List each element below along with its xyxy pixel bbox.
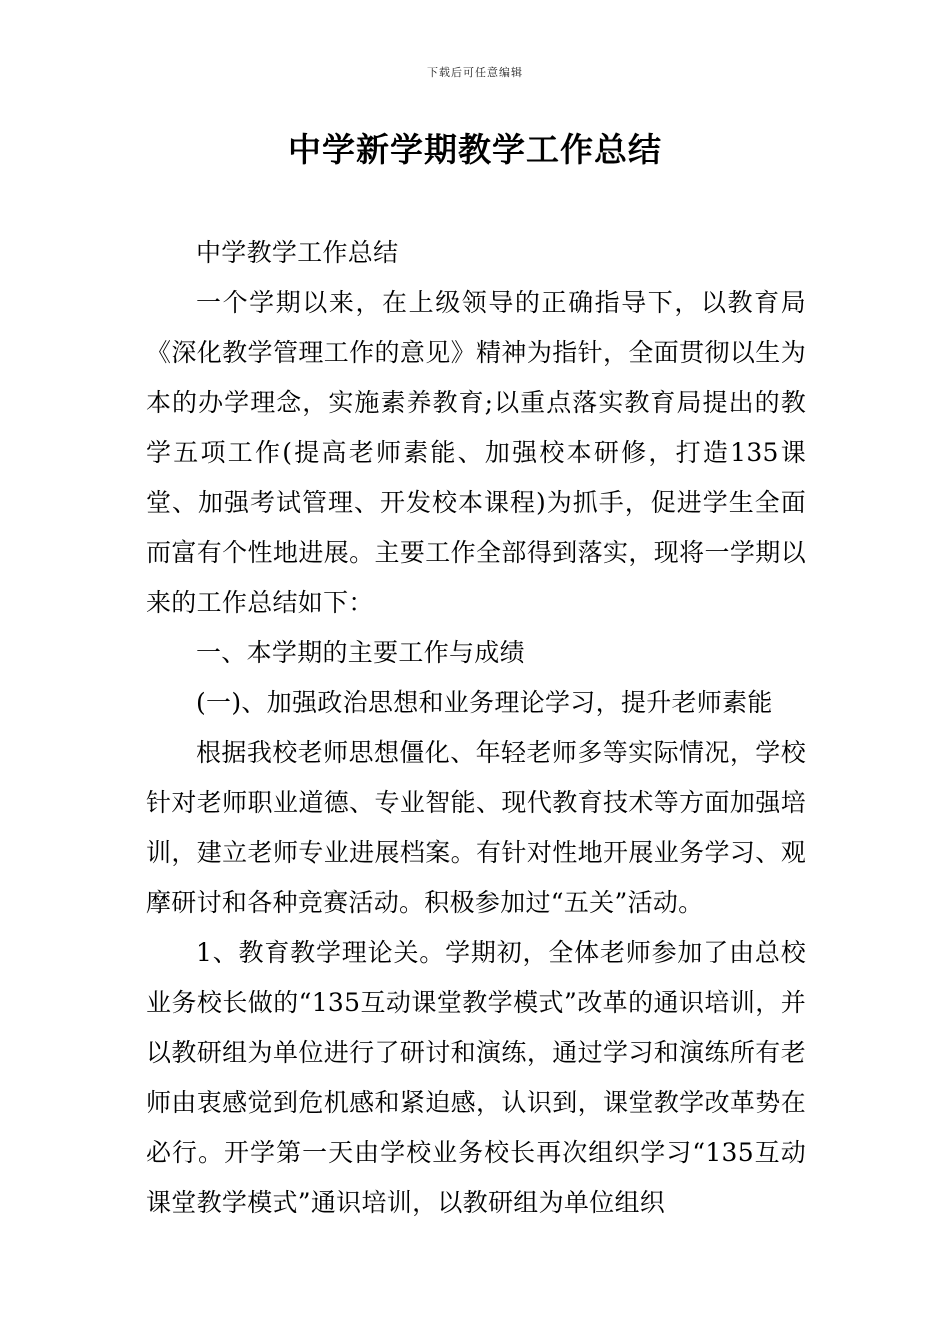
paragraph-intro: 一个学期以来，在上级领导的正确指导下，以教育局《深化教学管理工作的意见》精神为指针，全面贯彻以生为本的办学理念，实施素养教育;以重点落实教育局提出的教学五项工作(提高老师素能、加强校本研修，打造135课堂、加强考试管理、开发校本课程)为抓手，促进学生全面而富有个性地进展。主要工作全部得到落实，现将一学期以来的工作总结如下： — [146, 288, 806, 617]
document-title: 中学新学期教学工作总结 — [288, 130, 662, 169]
header-note: 下载后可任意编辑 — [427, 66, 523, 79]
section-heading: 一、本学期的主要工作与成绩 — [196, 638, 525, 667]
paragraph-subtitle: 中学教学工作总结 — [196, 238, 399, 267]
paragraph-theory-pass: 1、教育教学理论关。学期初，全体老师参加了由总校业务校长做的“135互动课堂教学模式”改革的通识培训，并以教研组为单位进行了研讨和演练，通过学习和演练所有老师由衷感觉到危机感和紧迫感，认识到，课堂教学改革势在必行。开学第一天由学校业务校长再次组织学习“135互动课堂教学模式”通识培训，以教研组为单位组织 — [146, 938, 806, 1217]
document-body — [146, 228, 806, 1228]
subsection-heading: (一)、加强政治思想和业务理论学习，提升老师素能 — [196, 688, 773, 717]
paragraph-teacher-training: 根据我校老师思想僵化、年轻老师多等实际情况，学校针对老师职业道德、专业智能、现代教育技术等方面加强培训，建立老师专业进展档案。有针对性地开展业务学习、观摩研讨和各种竞赛活动。积极参加过“五关”活动。 — [146, 738, 806, 917]
